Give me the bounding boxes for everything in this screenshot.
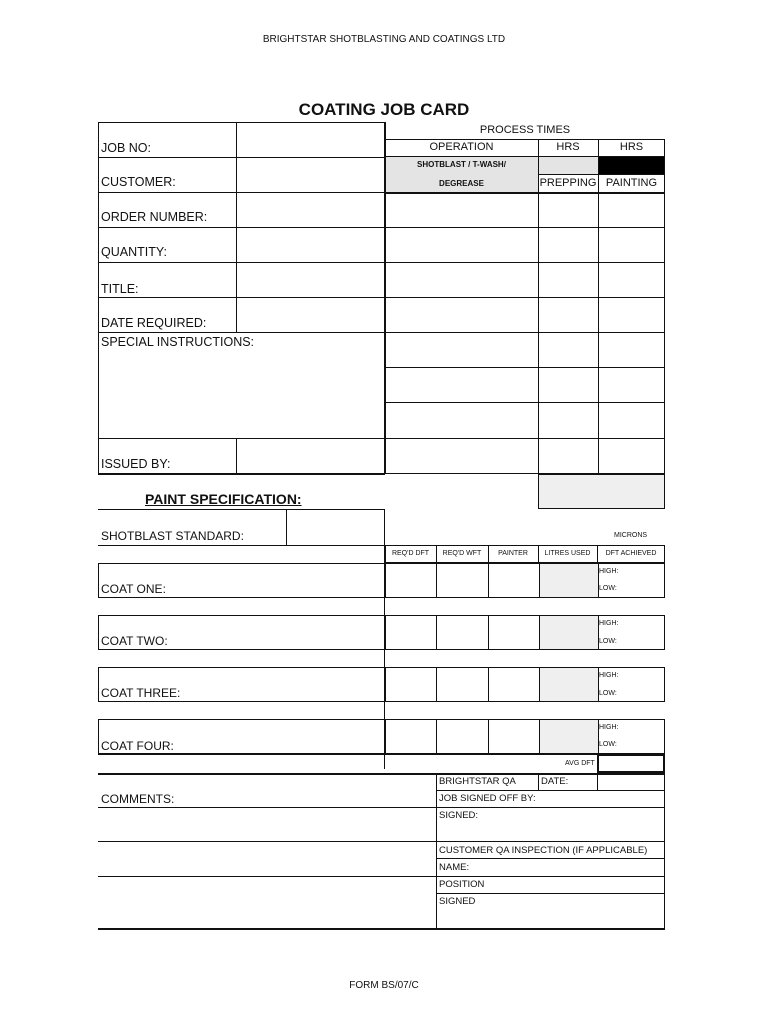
coat-two-row [385,615,665,650]
coat-one-litres-shade [539,564,599,597]
quantity-label: QUANTITY: [101,245,167,259]
shotblast-line-1: SHOTBLAST / T-WASH/ [417,160,506,169]
coat-three-litres-shade [539,668,599,701]
avg-dft-label: AVG DFT [565,760,595,767]
coat-one-low: LOW: [599,585,617,592]
shotblast-line-2: DEGREASE [439,179,484,188]
coat-three-high: HIGH: [599,672,619,679]
form-number: FORM BS/07/C [349,980,419,991]
name-label: NAME: [439,862,470,873]
special-instructions-label: SPECIAL INSTRUCTIONS: [101,335,255,349]
coat-four-label: COAT FOUR: [101,739,174,753]
microns-label: MICRONS [614,532,648,539]
coat-one-high: HIGH: [599,568,619,575]
paint-spec-heading: PAINT SPECIFICATION: [145,491,302,507]
page-title: COATING JOB CARD [298,100,470,119]
reqd-dft-header: REQ'D DFT [391,550,430,557]
company-name: BRIGHTSTAR SHOTBLASTING AND COATINGS LTD [262,34,506,45]
coat-four-high: HIGH: [599,724,619,731]
coat-one-row [385,563,665,598]
brightstar-qa-label: BRIGHTSTAR QA [439,776,516,787]
painting-header-black [599,157,664,174]
coat-three-row [385,667,665,702]
avg-dft-box [597,754,665,773]
issued-by-label: ISSUED BY: [101,457,171,471]
process-total-box [538,474,665,509]
coat-two-label: COAT TWO: [101,634,168,648]
painting-label: PAINTING [605,177,658,189]
coat-four-low: LOW: [599,741,617,748]
process-times-heading: PROCESS TIMES [479,124,571,136]
title-label: TITLE: [101,282,139,296]
prepping-label: PREPPING [539,177,597,189]
coat-four-row [385,719,665,754]
job-no-label: JOB NO: [101,141,152,155]
litres-used-header: LITRES USED [544,550,591,557]
position-label: POSITION [439,879,485,890]
reqd-wft-header: REQ'D WFT [442,550,482,557]
job-signed-off-label: JOB SIGNED OFF BY: [439,793,536,804]
customer-label: CUSTOMER: [101,175,176,189]
coat-two-litres-shade [539,616,599,649]
painter-header: PAINTER [498,550,528,557]
signed2-label: SIGNED [439,896,476,907]
comments-label: COMMENTS: [101,792,175,806]
signed-label: SIGNED: [439,810,479,821]
shotblast-standard-label: SHOTBLAST STANDARD: [101,529,244,543]
date-label: DATE: [541,776,569,787]
customer-qa-label: CUSTOMER QA INSPECTION (IF APPLICABLE) [439,845,648,856]
coat-two-high: HIGH: [599,620,619,627]
hrs-header-2: HRS [619,141,644,153]
coat-two-low: LOW: [599,638,617,645]
order-number-label: ORDER NUMBER: [101,210,208,224]
prepping-header-shade [539,157,598,174]
coat-four-litres-shade [539,720,599,753]
dft-achieved-header: DFT ACHIEVED [605,550,657,557]
operation-header: OPERATION [429,141,494,153]
coat-one-label: COAT ONE: [101,582,166,596]
coat-three-low: LOW: [599,690,617,697]
hrs-header-1: HRS [556,141,580,153]
date-required-label: DATE REQUIRED: [101,316,207,330]
coat-three-label: COAT THREE: [101,686,181,700]
